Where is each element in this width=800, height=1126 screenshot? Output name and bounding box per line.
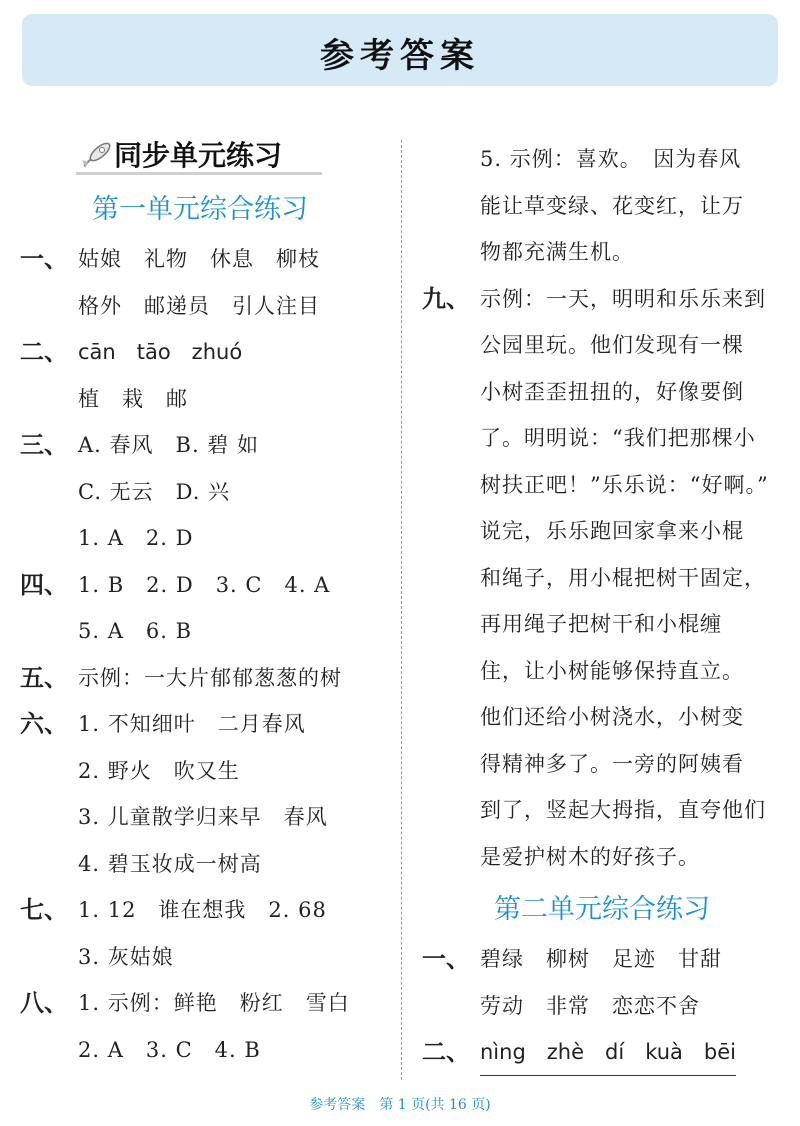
question-label: 六、 [20, 709, 68, 738]
question-label [422, 183, 480, 230]
answer-text: 3. 儿童散学归来早 春风 [78, 805, 328, 829]
question-label: 八、 [20, 988, 68, 1017]
answer-row [20, 469, 380, 516]
question-label [20, 934, 78, 981]
section-header [72, 128, 380, 180]
answer-text: 2. A 3. C 4. B [78, 1037, 261, 1062]
answer-row [20, 608, 380, 655]
question-label [20, 469, 78, 516]
question-label: 五、 [20, 662, 68, 692]
answer-text: nìng zhè dí kuà bēi [480, 1029, 736, 1076]
answer-text: 到了，竖起大拇指，直夸他们 [480, 798, 766, 822]
answer-row [422, 276, 782, 323]
answer-text: 5. 示例：喜欢。 因为春风 [480, 147, 742, 171]
answer-text: 1. 示例：鲜艳 粉红 雪白 [78, 991, 350, 1015]
answer-row [422, 136, 782, 183]
answer-row [422, 834, 782, 881]
answer-row [20, 887, 380, 934]
answer-text: 碧绿 柳树 足迹 甘甜 [480, 947, 722, 971]
question-label [422, 322, 480, 369]
answer-text: 再用绳子把树干和小棍缠 [480, 612, 722, 636]
question-label [422, 694, 480, 741]
answer-row [20, 701, 380, 748]
answer-text: 住，让小树能够保持直立。 [480, 658, 744, 683]
answer-row [422, 787, 782, 834]
answer-text: 劳动 非常 恋恋不舍 [480, 993, 700, 1018]
question-label: 二、 [422, 1037, 470, 1066]
answer-text: cān tāo zhuó [78, 340, 243, 364]
answer-row [422, 229, 782, 276]
question-label [422, 508, 480, 555]
answer-row [422, 462, 782, 509]
answer-row [20, 422, 380, 469]
answer-row [422, 322, 782, 369]
question-label [20, 1027, 78, 1074]
page-title: 参考答案 [320, 36, 480, 76]
answer-text: 是爱护树木的好孩子。 [480, 844, 700, 869]
answer-text: 1. A 2. D [78, 526, 194, 550]
question-label [20, 748, 78, 795]
question-label [422, 229, 480, 276]
answer-text: 格外 邮递员 引人注目 [78, 293, 320, 318]
answer-row [422, 936, 782, 983]
question-label [422, 741, 480, 788]
question-label: 三、 [20, 430, 68, 459]
answer-text: 植 栽 邮 [78, 386, 188, 411]
answer-text: 他们还给小树浇水，小树变 [480, 705, 744, 729]
answer-row [422, 741, 782, 788]
answer-row [422, 983, 782, 1030]
question-label [422, 369, 480, 416]
answer-text: 得精神多了。一旁的阿姨看 [480, 751, 744, 776]
answer-text: 公园里玩。他们发现有一棵 [480, 333, 744, 357]
answer-row [20, 236, 380, 283]
question-label [20, 376, 78, 423]
answer-text: C. 无云 D. 兴 [78, 479, 231, 504]
question-label [422, 834, 480, 881]
answer-text: 能让草变绿、花变红，让万 [480, 193, 744, 218]
answer-text: 小树歪歪扭扭的，好像要倒 [480, 379, 744, 404]
answer-text: 示例：一天，明明和乐乐来到 [480, 286, 766, 311]
answer-row [422, 508, 782, 555]
answer-text: 和绳子，用小棍把树干固定， [480, 565, 766, 590]
unit-1-title: 第一单元综合练习 [92, 194, 308, 225]
answer-row [20, 515, 380, 562]
answer-text: A. 春风 B. 碧 如 [78, 433, 259, 457]
answer-row [20, 794, 380, 841]
answer-text: 说完，乐乐跑回家拿来小棍 [480, 519, 744, 543]
answer-row [20, 329, 380, 376]
answer-row [422, 415, 782, 462]
question-label: 一、 [422, 944, 470, 973]
answer-text: 了。明明说：“我们把那棵小 [480, 426, 756, 450]
question-label: 二、 [20, 337, 68, 366]
question-label: 一、 [20, 244, 68, 273]
question-label [422, 555, 480, 602]
title-banner [22, 14, 778, 86]
answer-text: 1. B 2. D 3. C 4. A [78, 572, 331, 597]
answer-text: 树扶正吧！”乐乐说：“好啊。” [480, 472, 769, 497]
question-label [20, 608, 78, 655]
column-divider [401, 140, 402, 1080]
answer-row [20, 841, 380, 888]
question-label [422, 462, 480, 509]
question-label [20, 841, 78, 888]
left-column [20, 128, 380, 1073]
answer-row [422, 183, 782, 230]
question-label [422, 136, 480, 183]
question-label [20, 515, 78, 562]
answer-row [422, 555, 782, 602]
right-column [422, 136, 782, 1076]
question-label [422, 601, 480, 648]
rocket-icon [80, 140, 114, 170]
answer-row [20, 283, 380, 330]
answer-text: 1. 不知细叶 二月春风 [78, 712, 306, 736]
answer-row [20, 934, 380, 981]
answer-text: 2. 野火 吹又生 [78, 758, 240, 783]
answer-text: 4. 碧玉妆成一树高 [78, 851, 262, 876]
question-label [422, 648, 480, 695]
answer-row [20, 655, 380, 702]
section-title: 同步单元练习 [114, 139, 283, 172]
question-label: 九、 [422, 283, 470, 313]
answer-row [422, 1029, 782, 1076]
question-label [422, 415, 480, 462]
answer-row [422, 601, 782, 648]
answer-row [422, 694, 782, 741]
question-label [422, 787, 480, 834]
question-label [20, 794, 78, 841]
question-label [422, 983, 480, 1030]
answer-text: 物都充满生机。 [480, 240, 634, 264]
answer-row [20, 748, 380, 795]
answer-text: 3. 灰姑娘 [78, 944, 174, 969]
answer-text: 5. A 6. B [78, 619, 193, 643]
answer-row [20, 980, 380, 1027]
answer-row [422, 648, 782, 695]
question-label: 四、 [20, 569, 68, 599]
answer-text: 姑娘 礼物 休息 柳枝 [78, 247, 320, 271]
page-footer: 参考答案 第 1 页(共 16 页) [309, 1097, 491, 1113]
question-label: 七、 [20, 895, 68, 924]
answer-row [422, 369, 782, 416]
answer-row [20, 562, 380, 609]
answer-text: 示例：一大片郁郁葱葱的树 [78, 665, 342, 690]
answer-text: 1. 12 谁在想我 2. 68 [78, 898, 327, 922]
question-label [20, 283, 78, 330]
section-underline [76, 172, 322, 175]
answer-row [20, 376, 380, 423]
answer-row [20, 1027, 380, 1074]
unit-2-title: 第二单元综合练习 [494, 894, 710, 925]
